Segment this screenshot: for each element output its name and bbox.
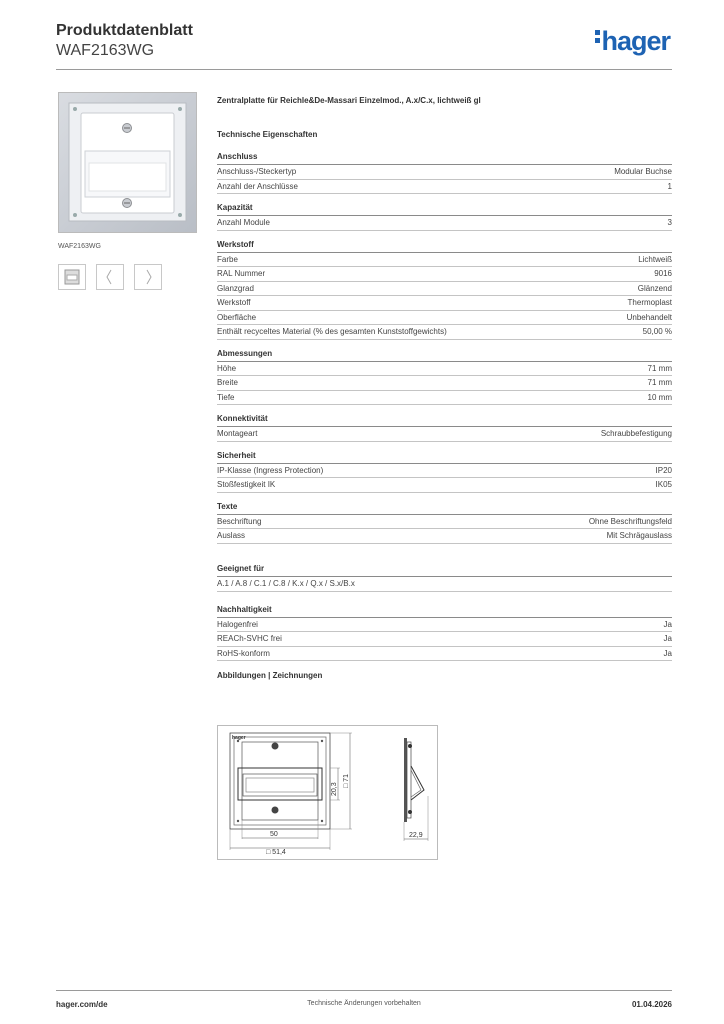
table-row (217, 391, 672, 406)
section-texte (217, 502, 672, 544)
row-key: Glanzgrad (217, 283, 254, 293)
geeignet-title: Geeignet für (217, 564, 672, 577)
row-key: Stoßfestigkeit IK (217, 480, 276, 489)
section-anschluss (217, 152, 672, 194)
dimension-label-71: □ 71 (343, 774, 350, 788)
dimension-label-51-4: □ 51,4 (266, 849, 286, 856)
row-value: Mit Schrägauslass (606, 531, 672, 540)
row-key: Werkstoff (217, 298, 251, 307)
row-key: Oberfläche (217, 312, 257, 322)
table-row (217, 618, 672, 633)
row-key: Montageart (217, 429, 258, 438)
footer-date: 01.04.2026 (631, 1000, 672, 1009)
row-key: Anzahl der Anschlüsse (217, 181, 298, 191)
row-key: RAL Nummer (217, 269, 266, 278)
row-key: RoHS-konform (217, 648, 270, 658)
row-value: 1 (667, 181, 672, 191)
row-value: 9016 (654, 269, 672, 278)
table-row (217, 325, 672, 340)
table-row (217, 529, 672, 544)
page-title: Produktdatenblatt (56, 22, 193, 39)
product-photo (58, 92, 197, 233)
row-value: 71 mm (647, 378, 672, 387)
drawing-brand: hager (232, 735, 246, 741)
row-key: Farbe (217, 254, 238, 264)
abbildungen-title: Abbildungen | Zeichnungen (217, 671, 323, 680)
footer (56, 990, 672, 1016)
row-value: Lichtweiß (638, 254, 672, 264)
row-key: REACh-SVHC frei (217, 634, 282, 643)
row-key: Halogenfrei (217, 619, 258, 629)
table-row (217, 311, 672, 326)
section-title: Abmessungen (217, 349, 672, 362)
row-key: Auslass (217, 531, 246, 540)
section-title: Kapazität (217, 203, 672, 216)
row-value: 50,00 % (642, 327, 672, 336)
row-value: Glänzend (637, 283, 672, 293)
row-key: Enthält recyceltes Material (% des gesamten Kunststoffgewichts) (217, 327, 447, 336)
row-value: Thermoplast (627, 298, 672, 307)
table-row (217, 515, 672, 530)
row-value: Ohne Beschriftungsfeld (588, 516, 672, 526)
tech-properties-title: Technische Eigenschaften (217, 130, 318, 139)
section-werkstoff (217, 240, 672, 340)
section-konnektivitaet (217, 414, 672, 442)
thumbnail-side-right[interactable] (134, 264, 162, 290)
table-row (217, 296, 672, 311)
table-row (217, 376, 672, 391)
spec-content (217, 96, 672, 680)
technical-drawing (217, 725, 438, 860)
section-nachhaltigkeit (217, 605, 672, 662)
table-row (217, 267, 672, 282)
thumbnail-front[interactable] (58, 264, 86, 290)
hager-logo (595, 26, 670, 57)
article-number: WAF2163WG (56, 42, 155, 59)
row-key: Anzahl Module (217, 218, 270, 227)
table-row (217, 478, 672, 493)
header (56, 20, 672, 70)
row-key: Breite (217, 378, 238, 387)
row-value: Modular Buchse (614, 167, 672, 176)
section-abmessungen (217, 349, 672, 406)
row-value: Ja (663, 648, 672, 658)
footer-url[interactable]: hager.com/de (56, 1000, 108, 1009)
table-row (217, 427, 672, 442)
row-value: Schraubbefestigung (600, 429, 672, 438)
table-row (217, 216, 672, 231)
product-description: Zentralplatte für Reichle&De-Massari Einzelmod., A.x/C.x, lichtweiß gl (217, 96, 481, 105)
row-value: Unbehandelt (626, 312, 672, 322)
geeignet-value: A.1 / A.8 / C.1 / C.8 / K.x / Q.x / S.x/B.x (217, 577, 672, 592)
row-value: 10 mm (647, 392, 672, 402)
row-key: IP-Klasse (Ingress Protection) (217, 465, 324, 475)
row-key: Höhe (217, 363, 237, 373)
section-title: Texte (217, 502, 672, 515)
row-value: 3 (667, 218, 672, 227)
section-title: Anschluss (217, 152, 672, 165)
row-value: IP20 (655, 465, 672, 475)
table-row (217, 253, 672, 268)
section-title: Sicherheit (217, 451, 672, 464)
row-key: Tiefe (217, 392, 235, 402)
section-title: Werkstoff (217, 240, 672, 253)
row-value: Ja (663, 634, 672, 643)
table-row (217, 632, 672, 647)
table-row (217, 464, 672, 479)
section-kapazitaet (217, 203, 672, 231)
thumbnail-side-left[interactable] (96, 264, 124, 290)
row-value: 71 mm (647, 363, 672, 373)
table-row (217, 180, 672, 195)
section-title: Nachhaltigkeit (217, 605, 672, 618)
dimension-label-50: 50 (270, 831, 278, 838)
row-value: IK05 (655, 480, 672, 489)
row-value: Ja (663, 619, 672, 629)
row-key: Beschriftung (217, 516, 262, 526)
section-title: Konnektivität (217, 414, 672, 427)
table-row (217, 647, 672, 662)
dimension-label-22-9: 22,9 (409, 832, 423, 839)
dimension-label-20-3: 20,3 (331, 782, 338, 796)
table-row (217, 165, 672, 180)
row-key: Anschluss-/Steckertyp (217, 167, 297, 176)
logo-dots-icon (595, 27, 600, 46)
section-sicherheit (217, 451, 672, 493)
table-row (217, 282, 672, 297)
footer-note: Technische Änderungen vorbehalten (307, 1000, 421, 1007)
logo-text: hager (601, 26, 670, 56)
product-image-label: WAF2163WG (58, 243, 101, 250)
table-row (217, 362, 672, 377)
